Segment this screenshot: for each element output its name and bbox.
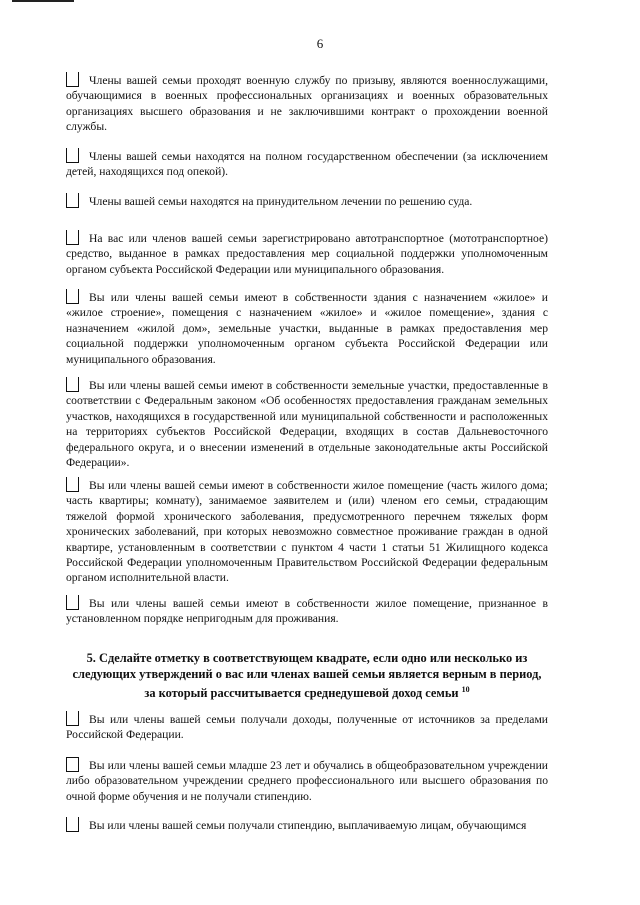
checkbox[interactable] — [66, 711, 79, 726]
item-text: Вы или члены вашей семьи имеют в собственности земельные участки, предоставленные в соответствии с Федеральным законом «Об особенностях предоставления гражданам земельных участков, находящихся в государственной или муниципальной собственности и расположенных на территориях субъектов Российской Федерации, входящих в состав Дальневосточного федерального округа, и о внесении изменений в отдельные законодательные акты Российской Федерации». — [66, 379, 548, 470]
checkbox-item-vehicle — [66, 230, 548, 277]
section-5-heading — [66, 650, 548, 701]
checkbox[interactable] — [66, 477, 79, 492]
item-text: Члены вашей семьи находятся на полном государственном обеспечении (за исключением детей, находящихся под опекой). — [66, 150, 548, 179]
checkbox[interactable] — [66, 289, 79, 304]
checkbox[interactable] — [66, 595, 79, 610]
item-text: На вас или членов вашей семьи зарегистрировано автотранспортное (мототранспортное) средство, выданное в рамках предоставления мер социальной поддержки уполномоченным органом субъекта Российской Федерации или муниципального образования. — [66, 232, 548, 276]
checkbox[interactable] — [66, 72, 79, 87]
checkbox[interactable] — [66, 230, 79, 245]
item-text: Члены вашей семьи проходят военную службу по призыву, являются военнослужащими, обучающимися в военных профессиональных организациях и военных образовательных организациях высшего образования и не заключившими контракт о прохождении военной службы. — [66, 74, 548, 134]
checkbox-item-chronic-illness-housing — [66, 477, 548, 586]
checkbox-item-far-east-land — [66, 377, 548, 470]
checkbox-item-compulsory-treatment — [66, 193, 548, 209]
checkbox[interactable] — [66, 757, 79, 772]
item-text: Члены вашей семьи находятся на принудительном лечении по решению суда. — [89, 195, 473, 208]
footnote-marker: 10 — [461, 685, 470, 694]
checkbox[interactable] — [66, 817, 79, 832]
item-text: Вы или члены вашей семьи получали доходы, полученные от источников за пределами Российской Федерации. — [66, 713, 548, 742]
item-text: Вы или члены вашей семьи имеют в собственности жилое помещение (часть жилого дома; часть квартиры; комнату), занимаемое заявителем и (или) членом его семьи, страдающим тяжелой формой хронического заболевания, предусмотренного перечнем тяжелых форм хронических заболеваний, при которых невозможно совместное проживание граждан в одной квартире, установленным в соответствии с пунктом 4 части 1 статьи 51 Жилищного кодекса Российской Федерации уполномоченным Правительством Российской Федерации федеральным органом исполнительной власти. — [66, 479, 548, 585]
checkbox-item-state-support — [66, 148, 548, 180]
item-text: Вы или члены вашей семьи имеют в собственности жилое помещение, признанное в установленном порядке непригодным для проживания. — [66, 597, 548, 626]
checkbox-item-full-time-students — [66, 757, 548, 804]
checkbox[interactable] — [66, 148, 79, 163]
checkbox[interactable] — [66, 193, 79, 208]
section-5-heading-text: 5. Сделайте отметку в соответствующем квадрате, если одно или несколько из следующих утверждений о вас или членах вашей семьи является верным в период, за который рассчитывается среднедушевой доход семьи — [72, 651, 542, 701]
top-rule — [12, 0, 74, 2]
checkbox-item-stipend — [66, 817, 548, 833]
checkbox-item-unfit-housing — [66, 595, 548, 627]
checkbox-item-residential-property — [66, 289, 548, 367]
page-number: 6 — [316, 36, 324, 51]
checkbox[interactable] — [66, 377, 79, 392]
checkbox-item-foreign-income — [66, 711, 548, 743]
checkbox-item-military-service — [66, 72, 548, 135]
item-text: Вы или члены вашей семьи имеют в собственности здания с назначением «жилое» и «жилое строение», помещения с назначением «жилое» и «жилое помещение», здания с назначением «жилой дом», земельные участки, выданные в рамках предоставления мер социальной поддержки уполномоченным органом субъекта Российской Федерации или муниципального образования. — [66, 291, 548, 366]
item-text: Вы или члены вашей семьи получали стипендию, выплачиваемую лицам, обучающимся — [89, 819, 527, 832]
item-text: Вы или члены вашей семьи младше 23 лет и обучались в общеобразовательном учреждении либо образовательном учреждении среднего профессионального или высшего образования по очной форме обучения и не получали стипендию. — [66, 759, 548, 803]
